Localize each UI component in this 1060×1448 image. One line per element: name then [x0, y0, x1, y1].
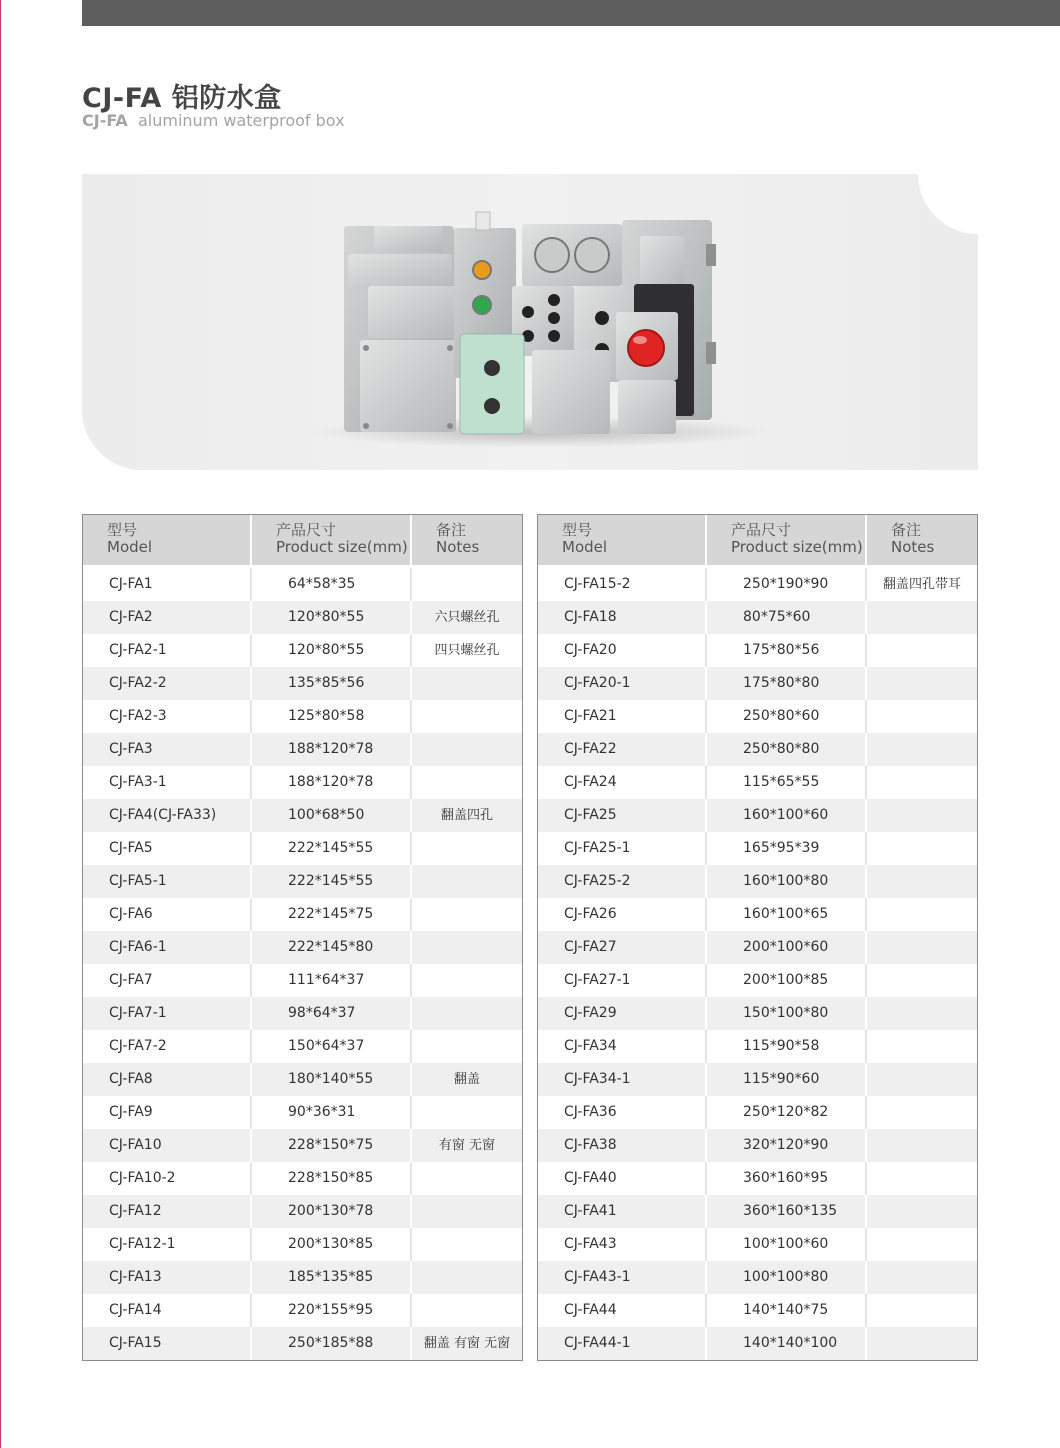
- notes-cell: [867, 1294, 977, 1327]
- model-cell: CJ-FA1: [83, 568, 252, 601]
- subtitle-text: aluminum waterproof box: [137, 111, 345, 130]
- model-cell: CJ-FA13: [83, 1261, 252, 1294]
- table-row: [83, 568, 522, 601]
- table-row: [83, 931, 522, 964]
- notes-cell: [867, 964, 977, 997]
- header-notes-cn: 备注: [891, 521, 922, 539]
- size-cell: 90*36*31: [252, 1096, 412, 1129]
- notes-cell: [867, 1096, 977, 1129]
- model-cell: CJ-FA6-1: [83, 931, 252, 964]
- size-cell: 180*140*55: [252, 1063, 412, 1096]
- notes-cell: [867, 799, 977, 832]
- table-row: [83, 733, 522, 766]
- header-notes: [412, 515, 522, 565]
- notes-cell: 翻盖 有窗 无窗: [423, 1336, 511, 1351]
- green-light: [473, 296, 491, 314]
- table-row: [538, 1129, 977, 1162]
- model-cell: CJ-FA43-1: [538, 1261, 707, 1294]
- notes-cell: [412, 1294, 522, 1327]
- table-row: [83, 1063, 522, 1096]
- table-row: [538, 601, 977, 634]
- model-cell: CJ-FA22: [538, 733, 707, 766]
- orange-light: [473, 261, 491, 279]
- header-size: [707, 515, 867, 565]
- header-size-cn: 产品尺寸: [276, 521, 337, 539]
- table-row: [83, 832, 522, 865]
- table-row: [83, 1294, 522, 1327]
- model-cell: CJ-FA2-3: [83, 700, 252, 733]
- size-cell: 115*65*55: [707, 766, 867, 799]
- model-cell: CJ-FA5-1: [83, 865, 252, 898]
- table-row: [83, 634, 522, 667]
- notes-cell: [412, 667, 522, 700]
- model-cell: CJ-FA18: [538, 601, 707, 634]
- table-row: [83, 1030, 522, 1063]
- table-row: [83, 1261, 522, 1294]
- table-row: [83, 898, 522, 931]
- notes-cell: [867, 1228, 977, 1261]
- size-cell: 360*160*135: [707, 1195, 867, 1228]
- model-cell: CJ-FA34-1: [538, 1063, 707, 1096]
- notes-cell: 翻盖四孔: [440, 808, 493, 823]
- size-cell: 188*120*78: [252, 766, 412, 799]
- header-notes-en: Notes: [436, 538, 480, 556]
- notes-cell: [867, 1063, 977, 1096]
- table-header: [538, 515, 977, 565]
- model-cell: CJ-FA3: [83, 733, 252, 766]
- table-row: [538, 1030, 977, 1063]
- table-row: [83, 1228, 522, 1261]
- product-photo: [82, 174, 978, 470]
- table-row: [538, 1162, 977, 1195]
- table-row: [538, 1294, 977, 1327]
- notes-cell: [412, 964, 522, 997]
- header-size-en: Product size(mm): [731, 538, 863, 556]
- table-row: [538, 766, 977, 799]
- notes-cell: [867, 1195, 977, 1228]
- model-cell: CJ-FA25: [538, 799, 707, 832]
- size-cell: 188*120*78: [252, 733, 412, 766]
- model-cell: CJ-FA15: [83, 1327, 252, 1360]
- size-cell: 228*150*85: [252, 1162, 412, 1195]
- size-cell: 100*100*80: [707, 1261, 867, 1294]
- model-cell: CJ-FA12: [83, 1195, 252, 1228]
- table-row: [538, 931, 977, 964]
- header-size: [252, 515, 412, 565]
- size-cell: 228*150*75: [252, 1129, 412, 1162]
- table-row: [83, 1195, 522, 1228]
- notes-cell: [867, 601, 977, 634]
- model-cell: CJ-FA4(CJ-FA33): [83, 799, 252, 832]
- red-button: [628, 330, 664, 366]
- model-cell: CJ-FA21: [538, 700, 707, 733]
- table-row: [538, 1327, 977, 1360]
- header-notes: [867, 515, 977, 565]
- header-notes-en: Notes: [891, 538, 935, 556]
- model-cell: CJ-FA40: [538, 1162, 707, 1195]
- box-small-bottom: [618, 380, 676, 434]
- size-cell: 200*100*85: [707, 964, 867, 997]
- size-cell: 360*160*95: [707, 1162, 867, 1195]
- size-cell: 250*120*82: [707, 1096, 867, 1129]
- table-row: [538, 568, 977, 601]
- size-cell: 135*85*56: [252, 667, 412, 700]
- size-cell: 100*100*60: [707, 1228, 867, 1261]
- size-cell: 115*90*60: [707, 1063, 867, 1096]
- size-cell: 125*80*58: [252, 700, 412, 733]
- notes-cell: [412, 1228, 522, 1261]
- header-model-en: Model: [107, 538, 153, 556]
- model-cell: CJ-FA3-1: [83, 766, 252, 799]
- notes-cell: 有窗 无窗: [438, 1138, 496, 1153]
- model-cell: CJ-FA9: [83, 1096, 252, 1129]
- notes-cell: [867, 1327, 977, 1360]
- size-cell: 160*100*60: [707, 799, 867, 832]
- page-edge-line: [0, 0, 1, 1448]
- notes-cell: [412, 733, 522, 766]
- size-cell: 80*75*60: [707, 601, 867, 634]
- table-row: [83, 799, 522, 832]
- size-cell: 250*190*90: [707, 568, 867, 601]
- notes-cell: [867, 733, 977, 766]
- model-cell: CJ-FA24: [538, 766, 707, 799]
- size-cell: 160*100*80: [707, 865, 867, 898]
- size-cell: 250*80*60: [707, 700, 867, 733]
- table-row: [538, 1195, 977, 1228]
- notes-cell: [867, 898, 977, 931]
- model-cell: CJ-FA12-1: [83, 1228, 252, 1261]
- model-cell: CJ-FA44-1: [538, 1327, 707, 1360]
- table-row: [83, 1162, 522, 1195]
- notes-cell: [412, 766, 522, 799]
- table-header: [83, 515, 522, 565]
- notes-cell: [867, 667, 977, 700]
- size-cell: 98*64*37: [252, 997, 412, 1030]
- table-row: [83, 1096, 522, 1129]
- model-cell: CJ-FA10: [83, 1129, 252, 1162]
- notes-cell: [867, 931, 977, 964]
- size-cell: 150*64*37: [252, 1030, 412, 1063]
- notes-cell: [412, 568, 522, 601]
- table-row: [83, 601, 522, 634]
- header-model-cn: 型号: [107, 521, 138, 539]
- spec-table-right: [537, 514, 978, 1361]
- notes-cell: 四只螺丝孔: [434, 643, 500, 658]
- notes-cell: 翻盖: [453, 1072, 480, 1087]
- size-cell: 185*135*85: [252, 1261, 412, 1294]
- table-row: [538, 1096, 977, 1129]
- table-row: [538, 634, 977, 667]
- notes-cell: [412, 865, 522, 898]
- header-model-en: Model: [562, 538, 608, 556]
- notes-cell: [867, 1030, 977, 1063]
- table-row: [538, 667, 977, 700]
- page-subtitle: [82, 111, 345, 130]
- model-cell: CJ-FA7-1: [83, 997, 252, 1030]
- header-model-cn: 型号: [562, 521, 593, 539]
- size-cell: 222*145*75: [252, 898, 412, 931]
- notes-cell: [867, 832, 977, 865]
- model-cell: CJ-FA2-2: [83, 667, 252, 700]
- box-left-front: [360, 340, 456, 432]
- model-cell: CJ-FA7: [83, 964, 252, 997]
- notes-cell: [867, 700, 977, 733]
- table-body: [538, 568, 977, 1360]
- size-cell: 200*100*60: [707, 931, 867, 964]
- notes-cell: [412, 1162, 522, 1195]
- model-cell: CJ-FA41: [538, 1195, 707, 1228]
- notes-cell: [867, 997, 977, 1030]
- model-cell: CJ-FA2-1: [83, 634, 252, 667]
- model-cell: CJ-FA38: [538, 1129, 707, 1162]
- subtitle-model: CJ-FA: [82, 111, 128, 130]
- notes-cell: [867, 1129, 977, 1162]
- notes-cell: [412, 1195, 522, 1228]
- table-row: [538, 1261, 977, 1294]
- notes-cell: 六只螺丝孔: [434, 610, 500, 625]
- size-cell: 165*95*39: [707, 832, 867, 865]
- table-row: [538, 832, 977, 865]
- model-cell: CJ-FA20: [538, 634, 707, 667]
- header-notes-cn: 备注: [436, 521, 467, 539]
- notes-cell: [867, 634, 977, 667]
- model-cell: CJ-FA5: [83, 832, 252, 865]
- size-cell: 175*80*80: [707, 667, 867, 700]
- header-model: [538, 515, 707, 565]
- table-row: [83, 1327, 522, 1360]
- notes-cell: 翻盖四孔带耳: [882, 577, 961, 592]
- size-cell: 222*145*55: [252, 832, 412, 865]
- model-cell: CJ-FA20-1: [538, 667, 707, 700]
- size-cell: 120*80*55: [252, 601, 412, 634]
- notes-cell: [867, 1162, 977, 1195]
- notes-cell: [412, 700, 522, 733]
- table-row: [538, 700, 977, 733]
- model-cell: CJ-FA34: [538, 1030, 707, 1063]
- notes-cell: [412, 898, 522, 931]
- size-cell: 222*145*55: [252, 865, 412, 898]
- size-cell: 220*155*95: [252, 1294, 412, 1327]
- model-cell: CJ-FA26: [538, 898, 707, 931]
- size-cell: 222*145*80: [252, 931, 412, 964]
- table-row: [83, 700, 522, 733]
- size-cell: 64*58*35: [252, 568, 412, 601]
- model-cell: CJ-FA44: [538, 1294, 707, 1327]
- page-title: CJ-FA 铝防水盒: [82, 83, 282, 114]
- table-row: [83, 997, 522, 1030]
- table-row: [538, 799, 977, 832]
- model-cell: CJ-FA29: [538, 997, 707, 1030]
- model-cell: CJ-FA6: [83, 898, 252, 931]
- box-middle-front: [532, 350, 610, 434]
- notes-cell: [412, 1096, 522, 1129]
- notes-cell: [867, 1261, 977, 1294]
- size-cell: 160*100*65: [707, 898, 867, 931]
- header-size-en: Product size(mm): [276, 538, 408, 556]
- model-cell: CJ-FA10-2: [83, 1162, 252, 1195]
- table-row: [83, 766, 522, 799]
- size-cell: 200*130*85: [252, 1228, 412, 1261]
- notes-cell: [412, 931, 522, 964]
- size-cell: 150*100*80: [707, 997, 867, 1030]
- header-size-cn: 产品尺寸: [731, 521, 792, 539]
- model-cell: CJ-FA27-1: [538, 964, 707, 997]
- model-cell: CJ-FA43: [538, 1228, 707, 1261]
- box-green: [460, 334, 524, 434]
- table-row: [538, 964, 977, 997]
- box-small-top: [640, 236, 684, 286]
- product-photo-panel: [82, 174, 978, 470]
- model-cell: CJ-FA7-2: [83, 1030, 252, 1063]
- table-row: [83, 1129, 522, 1162]
- notes-cell: [867, 766, 977, 799]
- size-cell: 140*140*75: [707, 1294, 867, 1327]
- size-cell: 200*130*78: [252, 1195, 412, 1228]
- size-cell: 111*64*37: [252, 964, 412, 997]
- table-row: [538, 865, 977, 898]
- notes-cell: [867, 865, 977, 898]
- model-cell: CJ-FA36: [538, 1096, 707, 1129]
- notes-cell: [412, 1030, 522, 1063]
- table-row: [538, 997, 977, 1030]
- table-row: [83, 865, 522, 898]
- table-body: [83, 568, 522, 1360]
- size-cell: 320*120*90: [707, 1129, 867, 1162]
- size-cell: 175*80*56: [707, 634, 867, 667]
- model-cell: CJ-FA8: [83, 1063, 252, 1096]
- size-cell: 140*140*100: [707, 1327, 867, 1360]
- header-model: [83, 515, 252, 565]
- table-row: [538, 1228, 977, 1261]
- spec-table-left: [82, 514, 523, 1361]
- model-cell: CJ-FA15-2: [538, 568, 707, 601]
- size-cell: 250*80*80: [707, 733, 867, 766]
- table-row: [83, 964, 522, 997]
- table-row: [83, 667, 522, 700]
- notes-cell: [412, 832, 522, 865]
- size-cell: 115*90*58: [707, 1030, 867, 1063]
- table-row: [538, 733, 977, 766]
- model-cell: CJ-FA2: [83, 601, 252, 634]
- size-cell: 100*68*50: [252, 799, 412, 832]
- model-cell: CJ-FA14: [83, 1294, 252, 1327]
- notes-cell: [412, 1261, 522, 1294]
- table-row: [538, 898, 977, 931]
- table-row: [538, 1063, 977, 1096]
- model-cell: CJ-FA27: [538, 931, 707, 964]
- model-cell: CJ-FA25-1: [538, 832, 707, 865]
- notes-cell: [412, 997, 522, 1030]
- size-cell: 120*80*55: [252, 634, 412, 667]
- model-cell: CJ-FA25-2: [538, 865, 707, 898]
- top-banner-bar: [82, 0, 1060, 26]
- size-cell: 250*185*88: [252, 1327, 412, 1360]
